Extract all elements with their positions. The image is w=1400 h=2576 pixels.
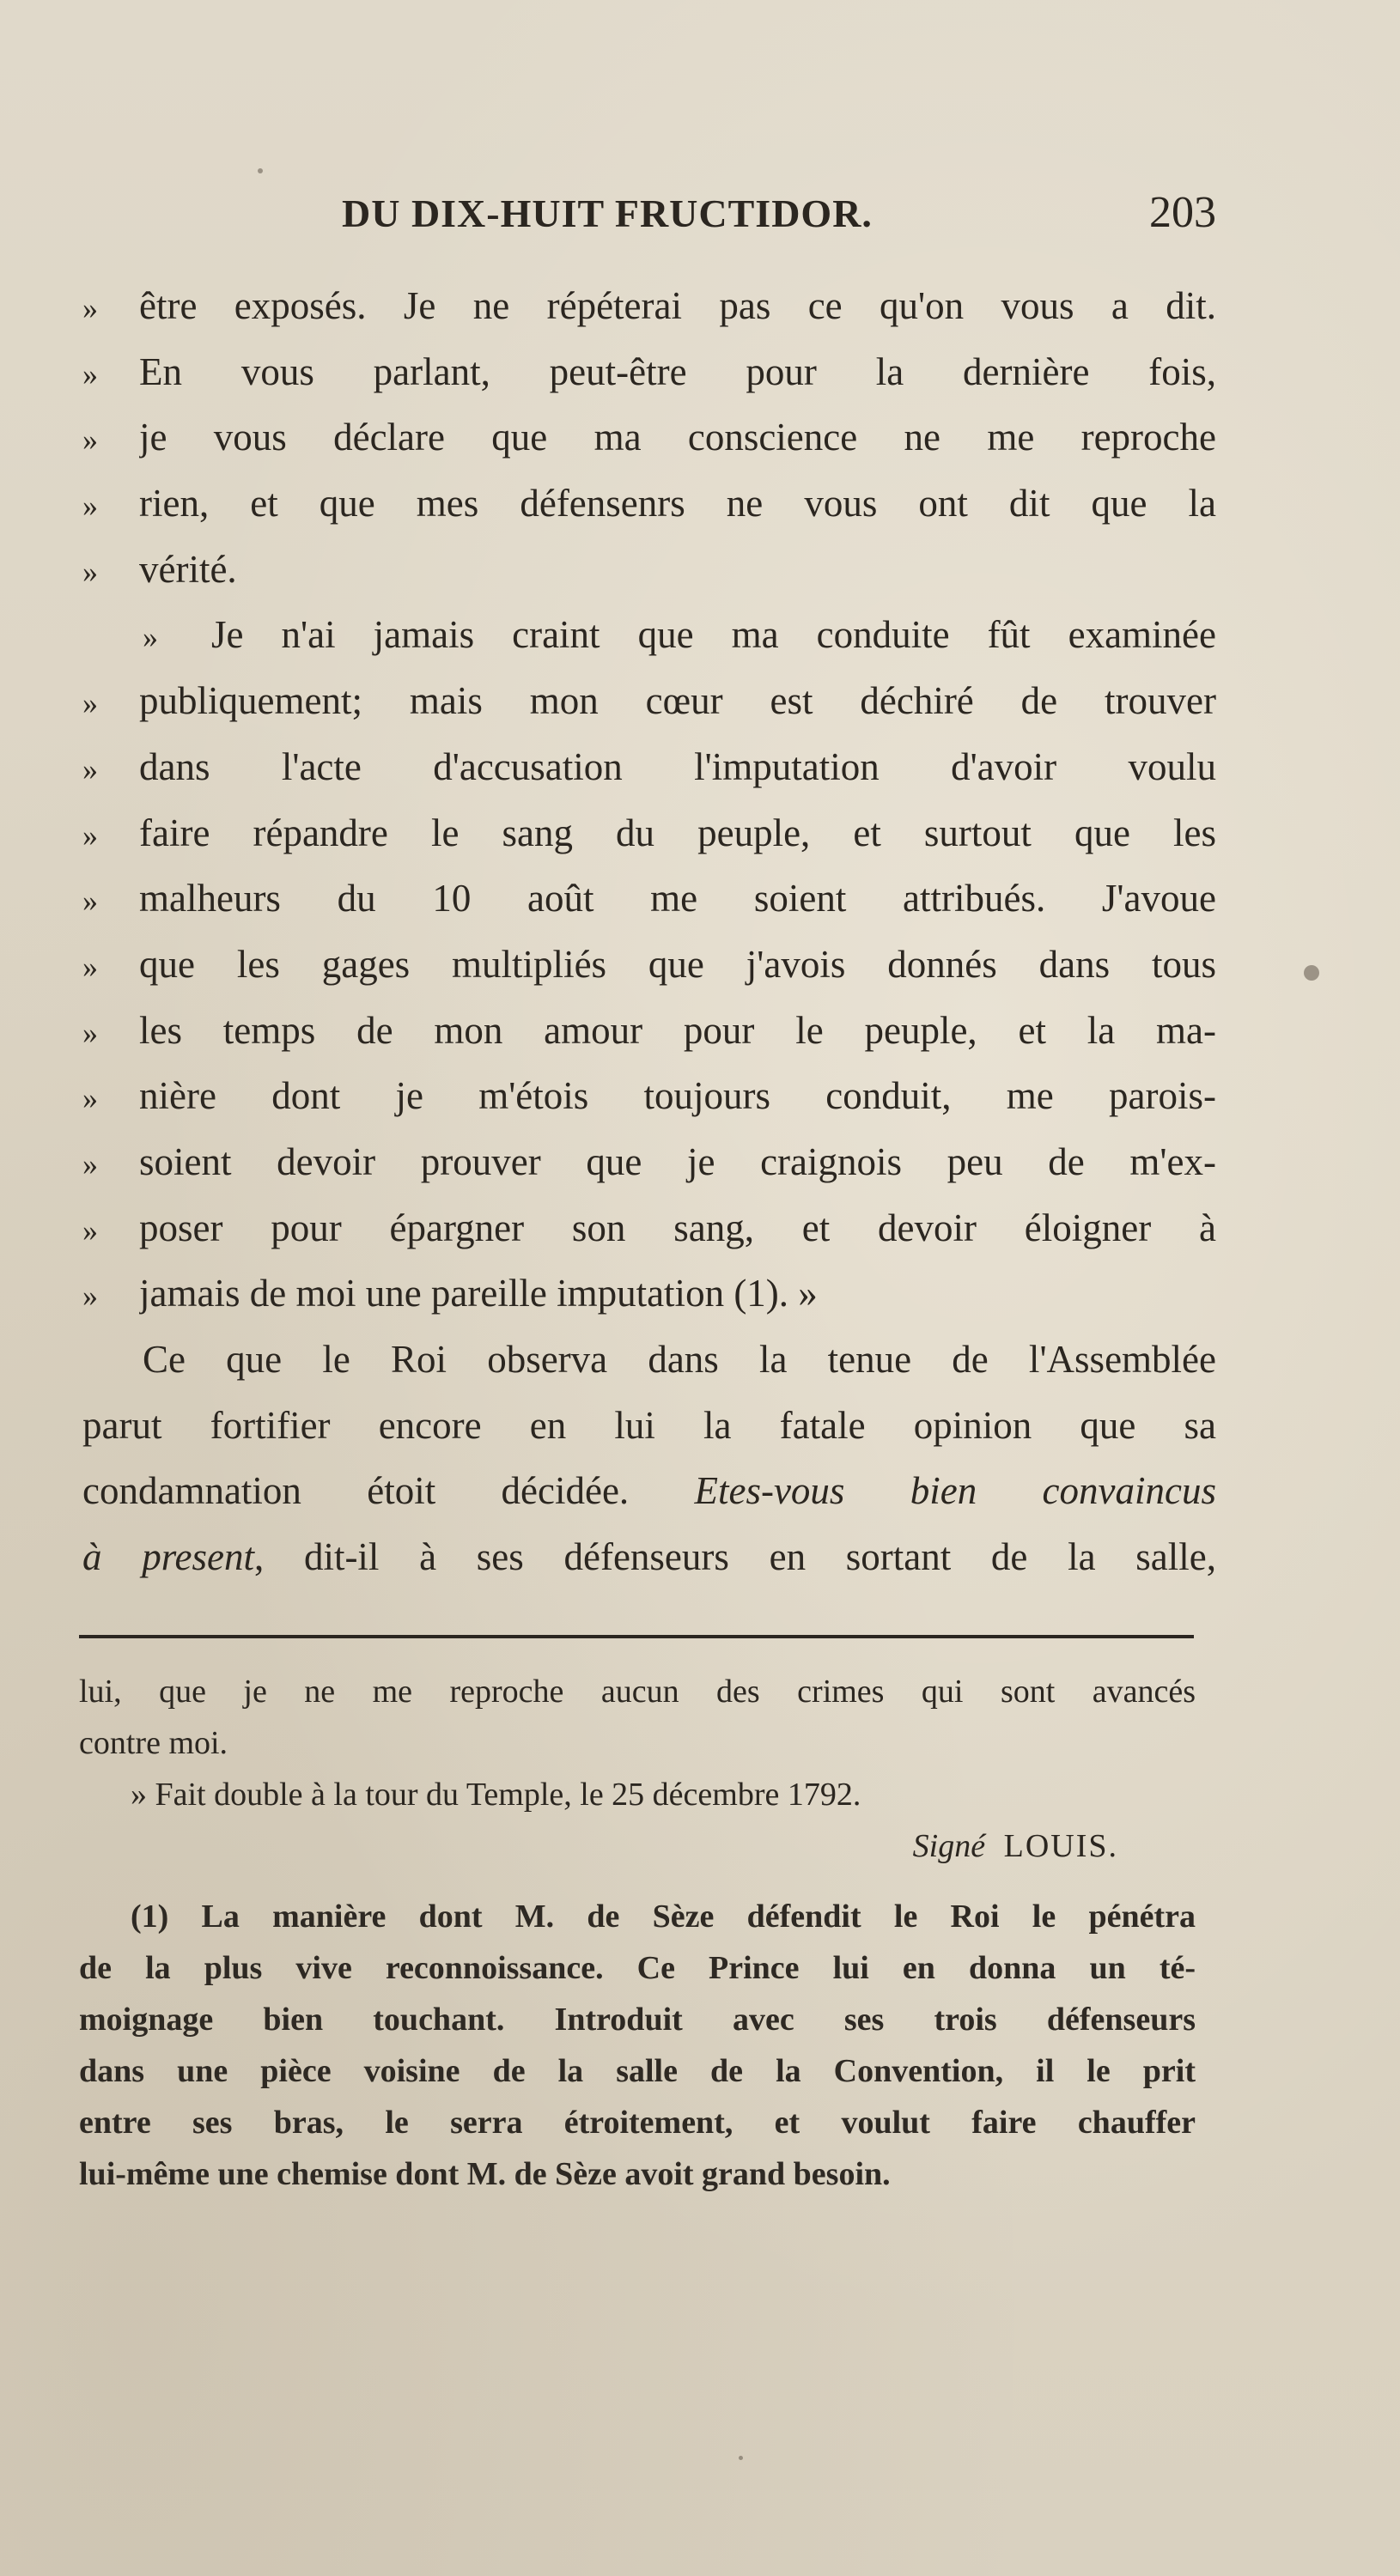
main-text bbox=[82, 273, 1216, 1590]
note-continuation: contre moi. bbox=[79, 1725, 228, 1761]
text-line bbox=[82, 1261, 1216, 1327]
text-line bbox=[82, 866, 1216, 932]
signature-word: Signé bbox=[912, 1828, 986, 1864]
quote-mark: » bbox=[143, 620, 158, 655]
line-text: rien, et que mes défensenrs ne vous ont dit que la bbox=[139, 482, 1216, 526]
quote-mark: » bbox=[82, 291, 98, 325]
line-text: dans l'acte d'accusation l'imputation d'avoir voulu bbox=[139, 744, 1216, 788]
footnote-line: entre ses bras, le serra étroitement, et voulut faire chauffer bbox=[79, 2105, 1196, 2141]
italic-quotation: Etes-vous bien convaincus bbox=[694, 1469, 1216, 1513]
footnotes bbox=[79, 1666, 1196, 2200]
paper-speck bbox=[1304, 965, 1319, 981]
text-line bbox=[82, 1063, 1216, 1129]
line-text bbox=[82, 1458, 1216, 1524]
line-text: Ce que le Roi observa dans la tenue de l'Assemblée bbox=[143, 1338, 1216, 1381]
quote-mark: » bbox=[82, 686, 98, 721]
quote-mark: » bbox=[82, 1212, 98, 1248]
text-line bbox=[82, 537, 1216, 603]
line-text: être exposés. Je ne répéterai pas ce qu'on vous a dit. bbox=[139, 284, 1216, 327]
footnote-line: de la plus vive reconnoissance. Ce Prince lui en donna un té- bbox=[79, 1950, 1196, 1986]
note-continuation: lui, que je ne me reproche aucun des crimes qui sont avancés bbox=[79, 1674, 1196, 1710]
text-line bbox=[82, 998, 1216, 1064]
line-text: que les gages multipliés que j'avois donnés dans tous bbox=[139, 942, 1216, 986]
line-text: publiquement; mais mon cœur est déchiré de trouver bbox=[139, 679, 1216, 723]
line-text: jamais de moi une pareille imputation (1). » bbox=[139, 1272, 818, 1315]
footnote-line: moignage bien touchant. Introduit avec ses trois défenseurs bbox=[79, 2002, 1196, 2038]
footnote-line: lui-même une chemise dont M. de Sèze avoit grand besoin. bbox=[79, 2156, 891, 2192]
quote-mark: » bbox=[82, 356, 98, 392]
text-line bbox=[82, 339, 1216, 405]
line-text: malheurs du 10 août me soient attribués. J'avoue bbox=[139, 877, 1216, 920]
quote-mark: » bbox=[82, 949, 98, 984]
footnote-line: dans une pièce voisine de la salle de la Convention, il le prit bbox=[79, 2053, 1196, 2089]
line-text: nière dont je m'étois toujours conduit, me parois- bbox=[139, 1074, 1216, 1118]
line-text: faire répandre le sang du peuple, et surtout que les bbox=[139, 811, 1216, 854]
quote-mark: » bbox=[82, 554, 98, 589]
line-text: Je n'ai jamais craint que ma conduite fût examinée bbox=[211, 613, 1216, 657]
italic-quotation: à present bbox=[82, 1535, 254, 1579]
text-line bbox=[82, 1458, 1216, 1524]
running-head: DU DIX-HUIT FRUCTIDOR. bbox=[342, 191, 873, 235]
line-text-roman: condamnation étoit décidée. bbox=[82, 1469, 695, 1513]
paper-speck bbox=[258, 168, 263, 173]
signature-name: LOUIS. bbox=[1003, 1828, 1118, 1864]
page-number: 203 bbox=[1149, 188, 1216, 237]
quote-mark: » bbox=[82, 422, 98, 458]
footnote-rule bbox=[79, 1635, 1194, 1638]
text-line bbox=[82, 1393, 1216, 1459]
page-header bbox=[342, 188, 1216, 251]
text-line bbox=[82, 1327, 1216, 1393]
text-line bbox=[82, 668, 1216, 734]
quote-mark: » bbox=[82, 1081, 98, 1116]
text-line bbox=[82, 471, 1216, 537]
text-line bbox=[82, 932, 1216, 998]
paper-speck bbox=[739, 2456, 743, 2460]
line-text: soient devoir prouver que je craignois peu de m'ex- bbox=[139, 1139, 1216, 1183]
text-line bbox=[82, 1195, 1216, 1261]
footnote-line: (1) La manière dont M. de Sèze défendit le Roi le pénétra bbox=[131, 1899, 1196, 1935]
signature bbox=[79, 1820, 1196, 1872]
text-line bbox=[82, 404, 1216, 471]
text-line bbox=[82, 273, 1216, 339]
text-line bbox=[82, 1129, 1216, 1195]
text-line bbox=[82, 800, 1216, 866]
quote-mark: » bbox=[82, 884, 98, 919]
line-text bbox=[82, 1524, 1216, 1590]
quote-mark: » bbox=[82, 817, 98, 853]
quote-mark: » bbox=[82, 489, 98, 524]
line-text: parut fortifier encore en lui la fatale opinion que sa bbox=[82, 1403, 1216, 1447]
line-text: je vous déclare que ma conscience ne me reproche bbox=[139, 416, 1216, 459]
quote-mark: » bbox=[82, 1015, 98, 1050]
line-text: vérité. bbox=[139, 547, 237, 591]
line-text: les temps de mon amour pour le peuple, et la ma- bbox=[139, 1008, 1216, 1052]
text-line bbox=[82, 602, 1216, 668]
line-text: En vous parlant, peut-être pour la dernière fois, bbox=[139, 349, 1216, 393]
line-text-roman: , dit-il à ses défenseurs en sortant de la salle, bbox=[254, 1535, 1216, 1579]
line-text: poser pour épargner son sang, et devoir éloigner à bbox=[139, 1206, 1216, 1249]
quote-mark: » bbox=[82, 751, 98, 787]
dateline: » Fait double à la tour du Temple, le 25 décembre 1792. bbox=[131, 1777, 861, 1813]
quote-mark: » bbox=[82, 1279, 98, 1314]
text-line bbox=[82, 1524, 1216, 1590]
text-line bbox=[82, 734, 1216, 800]
quote-mark: » bbox=[82, 1146, 98, 1182]
footnote-1 bbox=[79, 1891, 1196, 2200]
